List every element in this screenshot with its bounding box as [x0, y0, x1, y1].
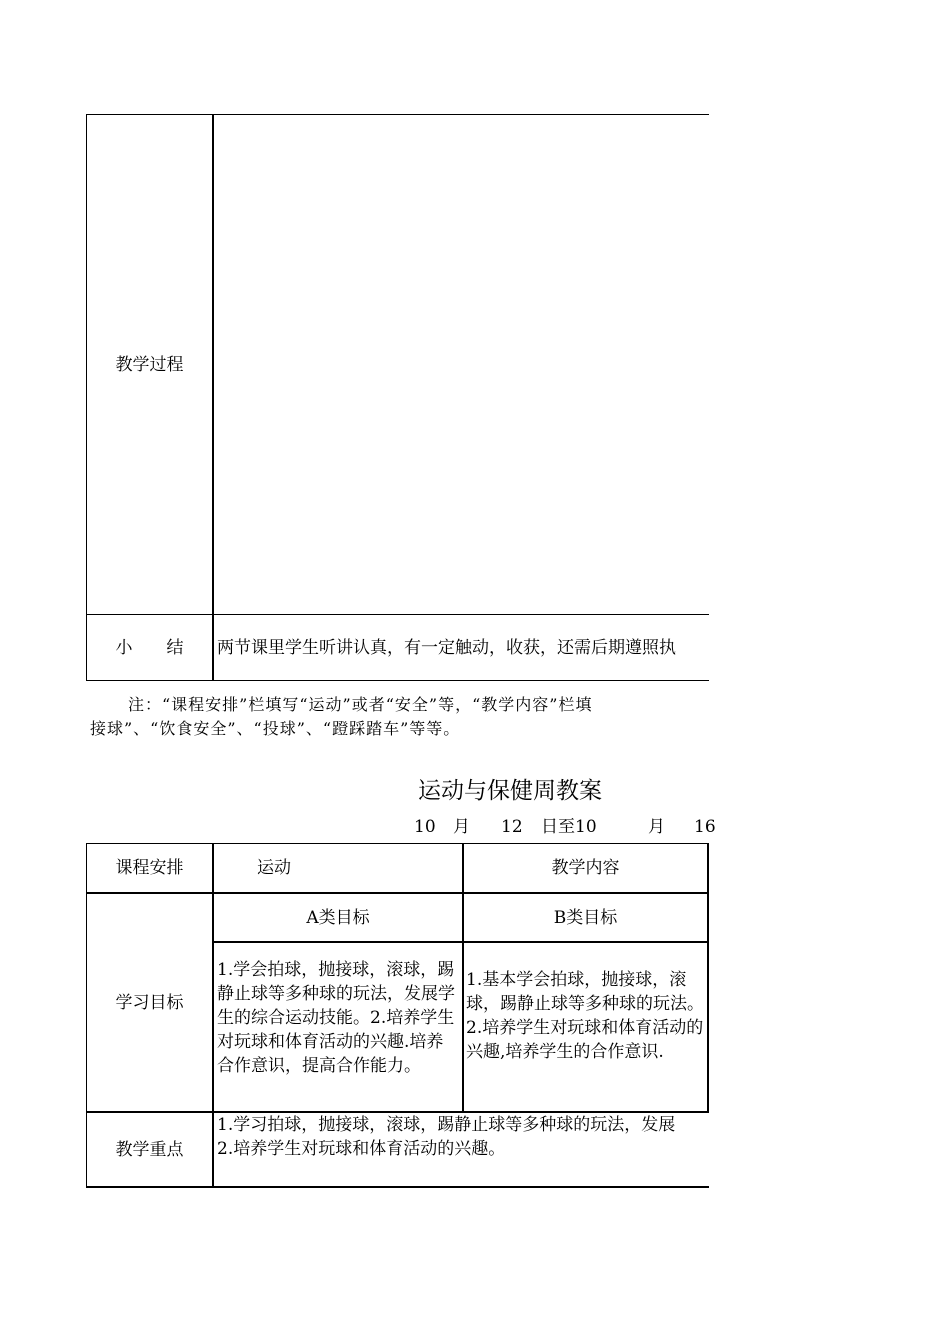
goals-label: 学习目标: [115, 992, 184, 1013]
day-to-label: 日至10: [541, 817, 597, 837]
b-goal-header: B类目标: [553, 907, 618, 928]
end-month-label: 月: [648, 817, 665, 837]
focus-line-2: 2.培养学生对玩球和体育活动的兴趣。: [217, 1139, 506, 1159]
process-label: 教学过程: [115, 354, 184, 375]
start-month: 10: [414, 817, 436, 837]
summary-label: 小 结: [115, 637, 184, 658]
b-goal-text: 1.基本学会拍球，抛接球，滚球，踢静止球等多种球的玩法。2.培养学生对玩球和体育活动的兴趣,培养学生的合作意识.: [466, 970, 704, 1062]
course-value: 运动: [257, 858, 291, 878]
focus-line-1: 1.学习拍球，抛接球，滚球，踢静止球等多种球的玩法，发展: [217, 1115, 676, 1135]
page-title: 运动与保健周教案: [418, 778, 602, 804]
a-goal-header: A类目标: [306, 907, 370, 928]
focus-label: 教学重点: [115, 1139, 184, 1160]
note-line-1: 注：“课程安排”栏填写“运动”或者“安全”等，“教学内容”栏填: [128, 695, 593, 714]
process-content: [215, 115, 709, 614]
content-label: 教学内容: [551, 858, 620, 878]
summary-text: 两节课里学生听讲认真，有一定触动，收获，还需后期遵照执: [217, 638, 676, 658]
course-label: 课程安排: [115, 858, 184, 878]
a-goal-text: 1.学会拍球，抛接球，滚球，踢静止球等多种球的玩法，发展学生的综合运动技能。2.培养学生对玩球和体育活动的兴趣.培养合作意识，提高合作能力。: [217, 960, 455, 1076]
end-day: 16: [694, 817, 716, 837]
note-line-2: 接球”、“饮食安全”、“投球”、“蹬踩踏车”等等。: [90, 719, 461, 738]
month-label: 月: [453, 817, 470, 837]
start-day: 12: [501, 817, 523, 837]
